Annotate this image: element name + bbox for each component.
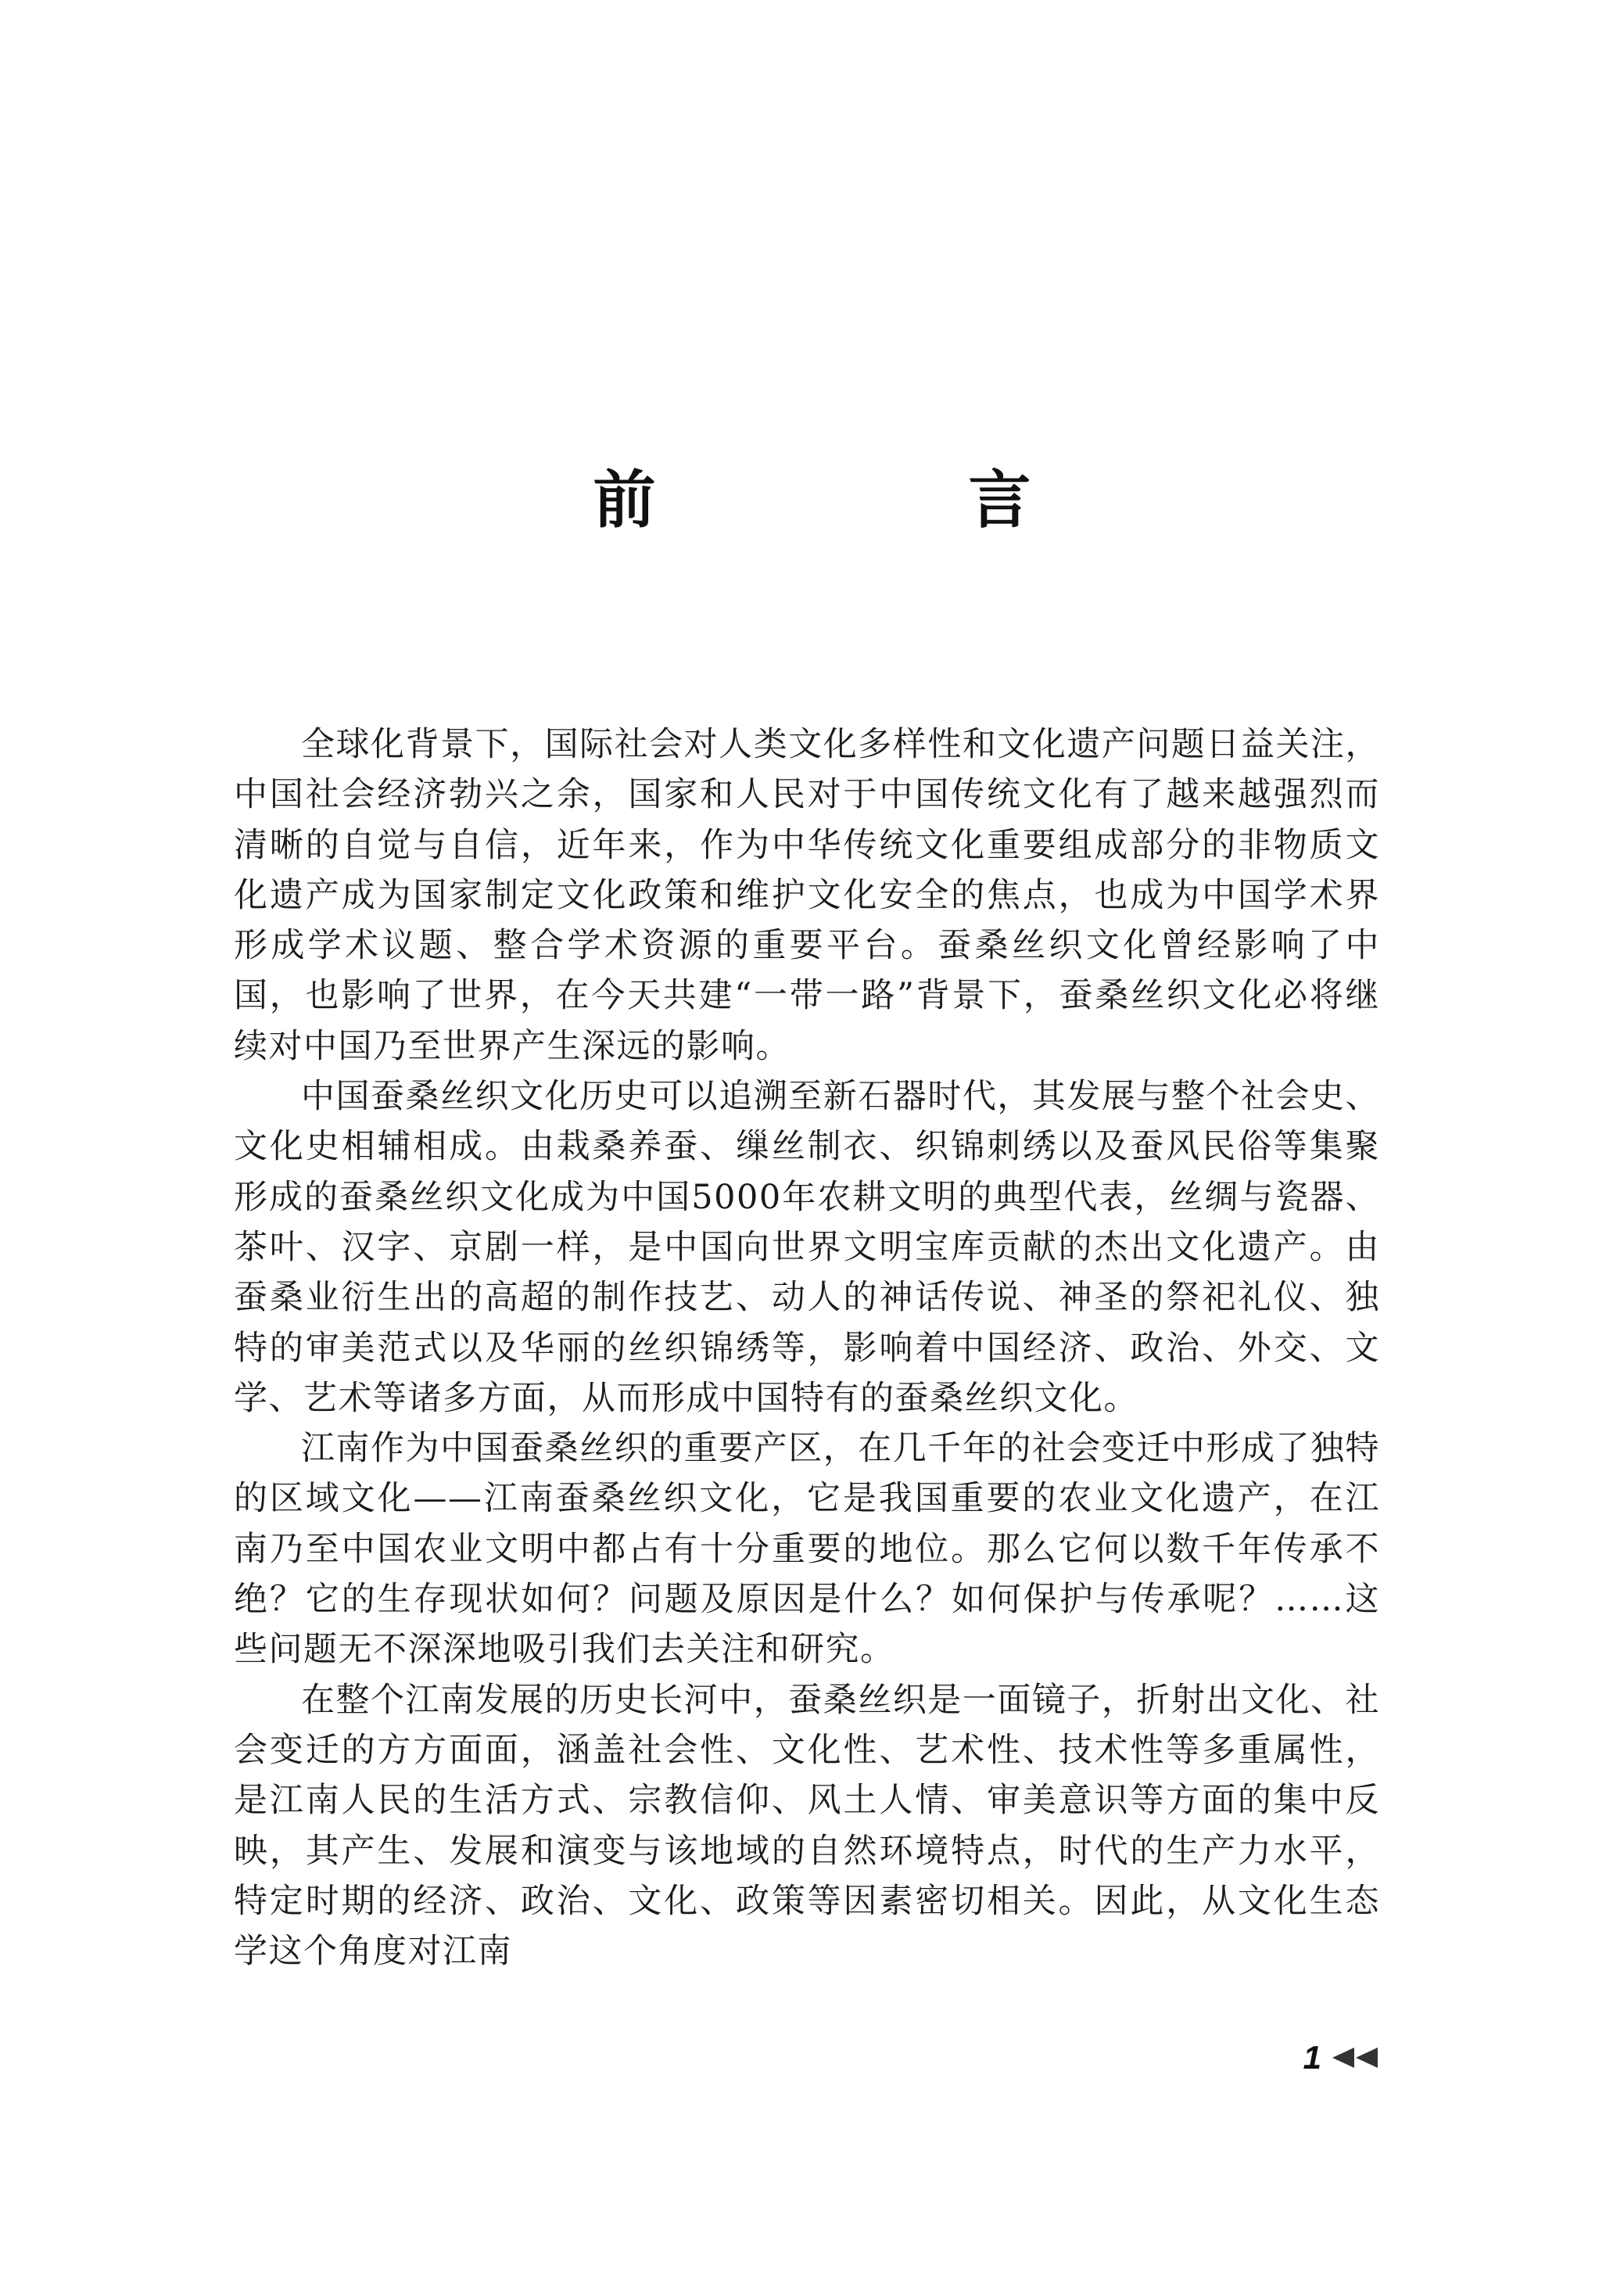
page-footer xyxy=(1303,2038,1379,2077)
paragraph-4: 在整个江南发展的历史长河中，蚕桑丝织是一面镜子，折射出文化、社会变迁的方方面面，涵盖社会性、文化性、艺术性、技术性等多重属性，是江南人民的生活方式、宗教信仰、风土人情、审美意识等方面的集中反映，其产生、发展和演变与该地域的自然环境特点，时代的生产力水平，特定时期的经济、政治、文化、政策等因素密切相关。因此，从文化生态学这个角度对江南 xyxy=(234,1680,1380,1972)
double-left-triangle-icon xyxy=(1332,2046,1379,2069)
page-number: 1 xyxy=(1303,2039,1321,2076)
page-title: 前 言 xyxy=(593,464,1156,537)
paragraph-3: 江南作为中国蚕桑丝织的重要产区，在几千年的社会变迁中形成了独特的区域文化——江南蚕桑丝织文化，它是我国重要的农业文化遗产，在江南乃至中国农业文明中都占有十分重要的地位。那么它何以数千年传承不绝？它的生存现状如何？问题及原因是什么？如何保护与传承呢？……这些问题无不深深地吸引我们去关注和研究。 xyxy=(234,1429,1380,1670)
preface-body xyxy=(234,720,1380,1976)
paragraph-1: 全球化背景下，国际社会对人类文化多样性和文化遗产问题日益关注，中国社会经济勃兴之余，国家和人民对于中国传统文化有了越来越强烈而清晰的自觉与自信，近年来，作为中华传统文化重要组成部分的非物质文化遗产成为国家制定文化政策和维护文化安全的焦点，也成为中国学术界形成学术议题、整合学术资源的重要平台。蚕桑丝织文化曾经影响了中国，也影响了世界，在今天共建“一带一路”背景下，蚕桑丝织文化必将继续对中国乃至世界产生深远的影响。 xyxy=(234,725,1380,1066)
paragraph-2: 中国蚕桑丝织文化历史可以追溯至新石器时代，其发展与整个社会史、文化史相辅相成。由栽桑养蚕、缫丝制衣、织锦刺绣以及蚕风民俗等集聚形成的蚕桑丝织文化成为中国5000年农耕文明的典型代表，丝绸与瓷器、茶叶、汉字、京剧一样，是中国向世界文明宝库贡献的杰出文化遗产。由蚕桑业衍生出的高超的制作技艺、动人的神话传说、神圣的祭祀礼仪、独特的审美范式以及华丽的丝织锦绣等，影响着中国经济、政治、外交、文学、艺术等诸多方面，从而形成中国特有的蚕桑丝织文化。 xyxy=(234,1077,1380,1418)
